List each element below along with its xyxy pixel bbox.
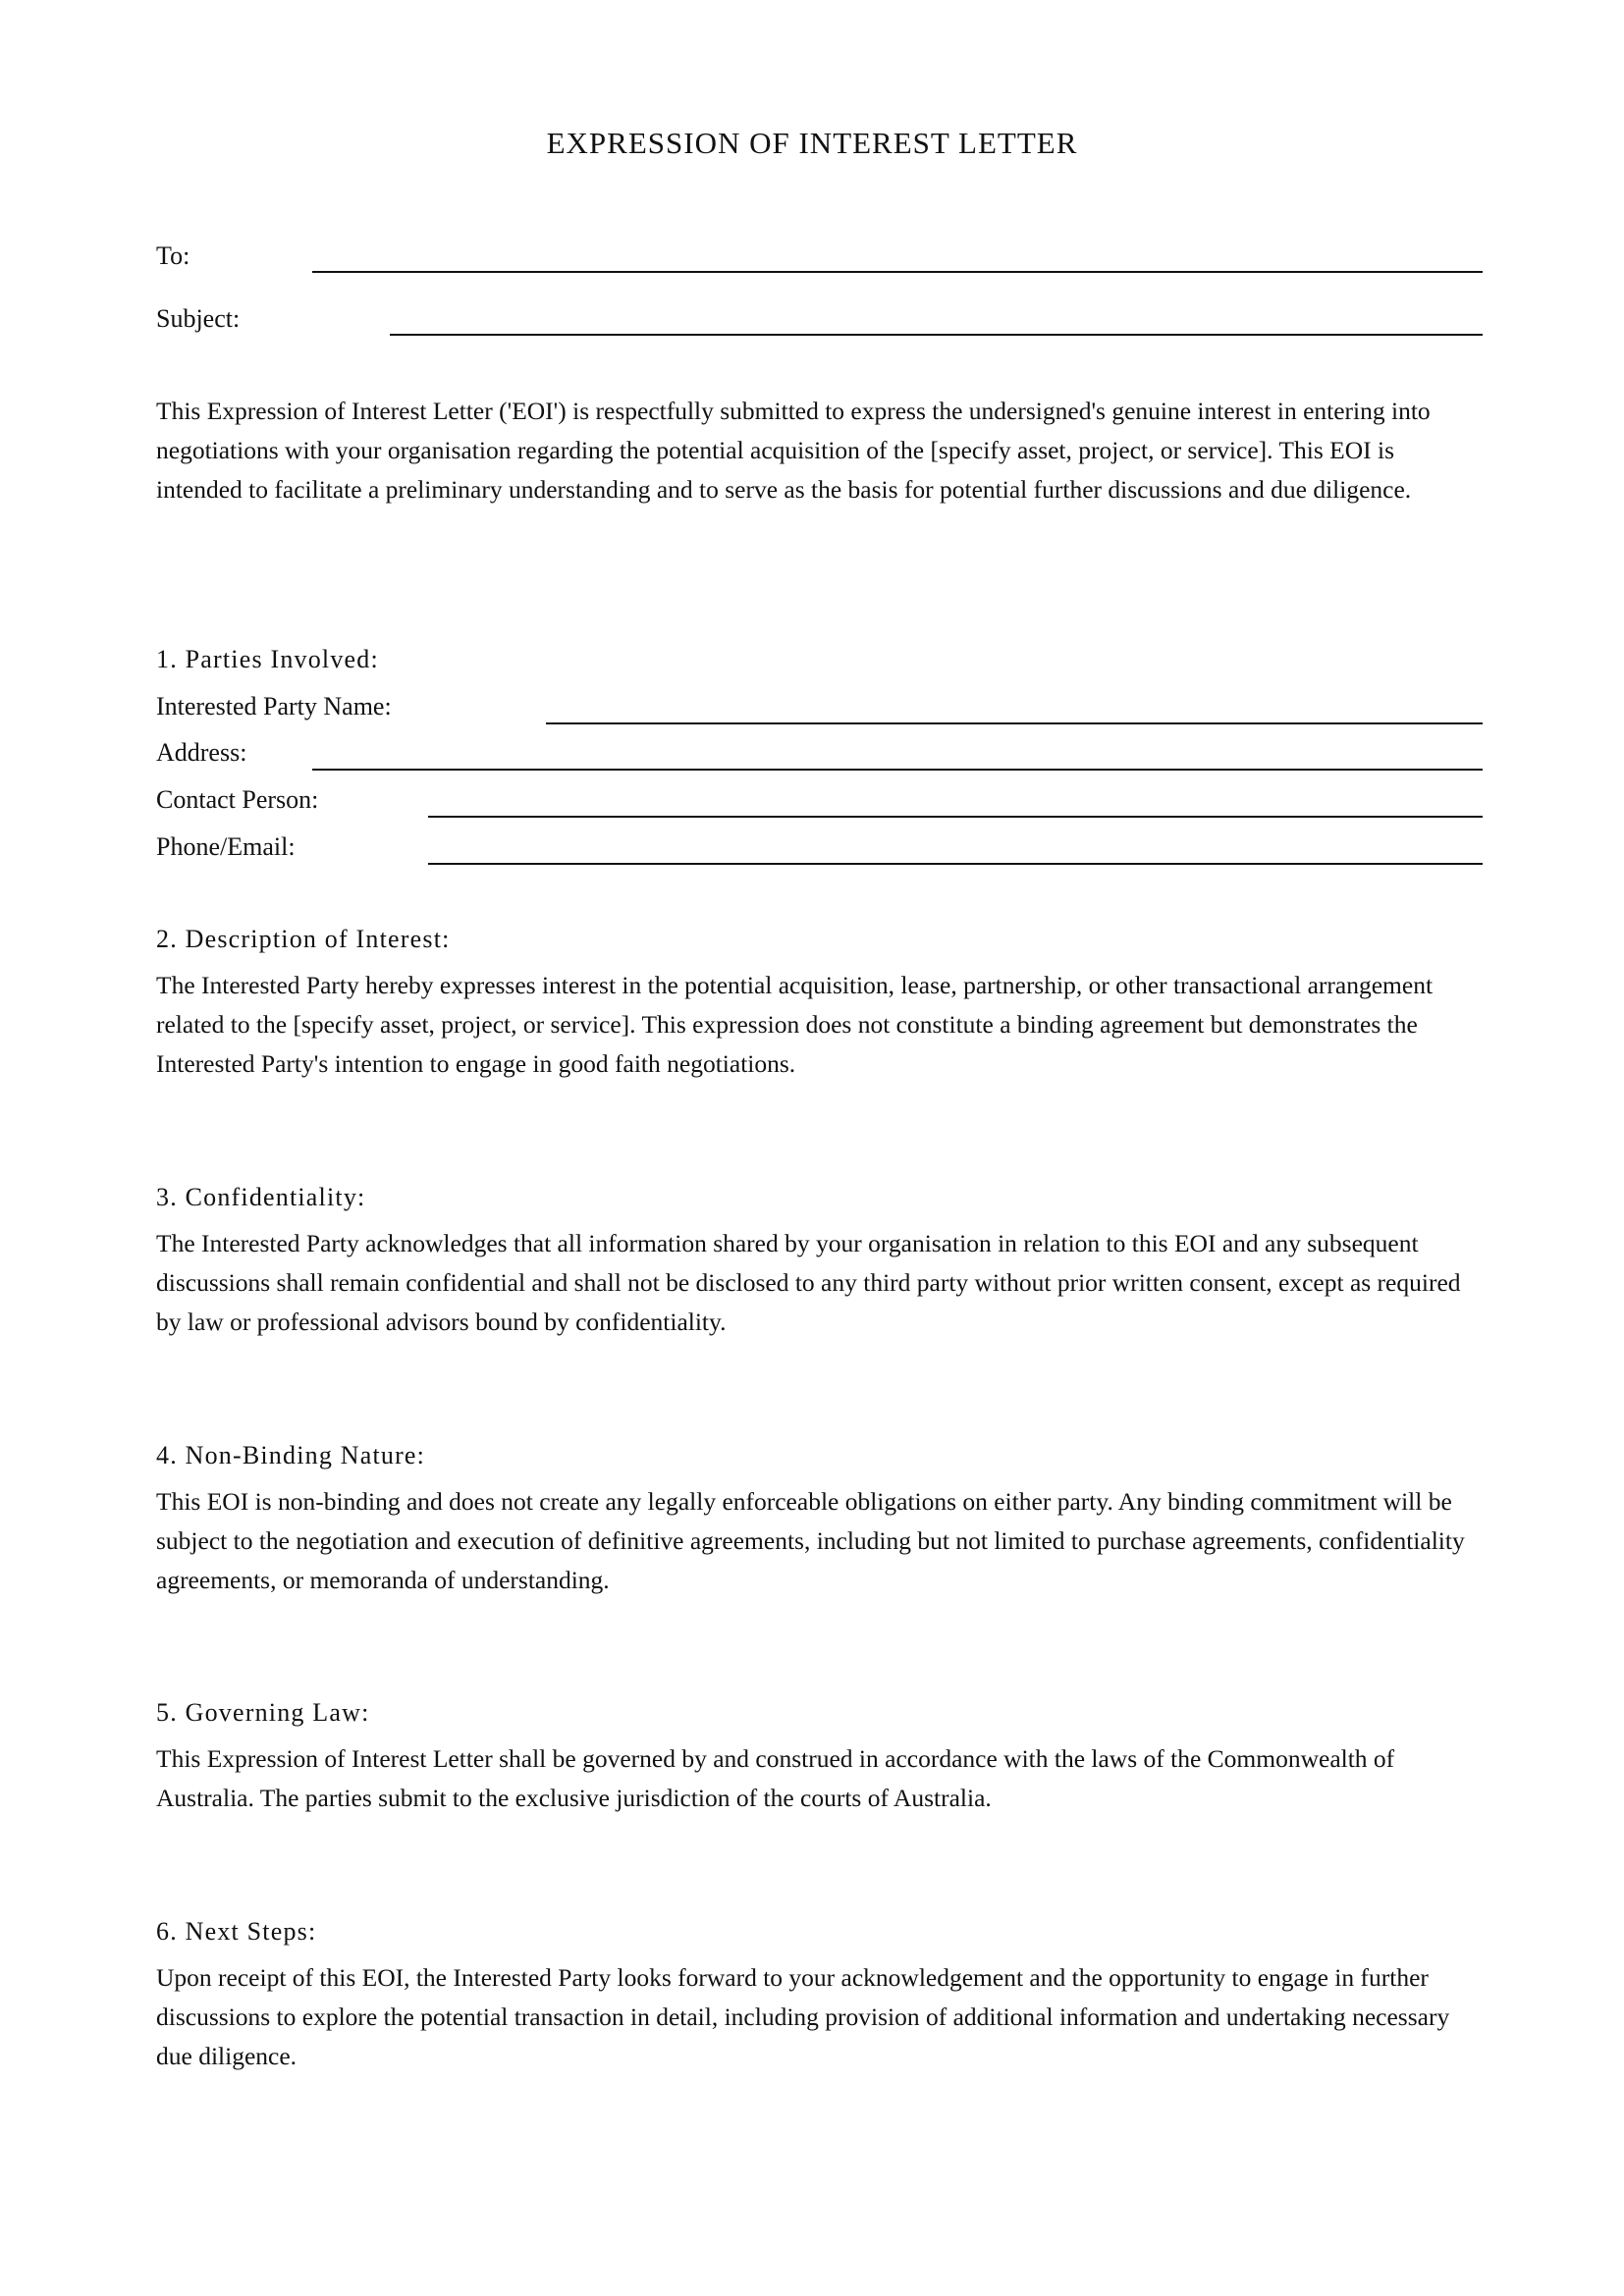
section-body-description: The Interested Party hereby expresses interest in the potential acquisition, lease, partnership, or other transactional arrangement related to the [specify asset, project, or service]. This expression does not constitute a binding agreement but demonstrates the Interested Party's intention to engage in good faith negotiations.	[156, 971, 1434, 1078]
section-body-confidentiality: The Interested Party acknowledges that all information shared by your organisation in relation to this EOI and any subsequent discussions shall remain confidential and shall not be disclosed to any third party without prior written consent, except as required by law or professional advisors bound by confidentiality.	[156, 1229, 1461, 1336]
document-title: EXPRESSION OF INTEREST LETTER	[546, 126, 1078, 160]
section-body-next-steps: Upon receipt of this EOI, the Interested Party looks forward to your acknowledgement and the opportunity to engage in further discussions to explore the potential transaction in detail, including provision of additional information and undertaking necessary due diligence.	[156, 1963, 1450, 2070]
phone-email-input-line[interactable]	[428, 863, 1483, 865]
interested-party-name-field	[156, 687, 1483, 726]
section-body-governing-law: This Expression of Interest Letter shall be governed by and construed in accordance with the laws of the Commonwealth of Australia. The parties submit to the exclusive jurisdiction of the courts of Australia.	[156, 1744, 1395, 1812]
intro-paragraph: This Expression of Interest Letter ('EOI') is respectfully submitted to express the undersigned's genuine interest in entering into negotiations with your organisation regarding the potential acquisition of the [specify asset, project, or service]. This EOI is intended to facilitate a preliminary understanding and to serve as the basis for potential further discussions and due diligence.	[156, 397, 1431, 504]
subject-label: Subject:	[156, 304, 241, 333]
subject-input-line[interactable]	[390, 334, 1483, 336]
contact-person-input-line[interactable]	[428, 816, 1483, 818]
subject-field	[156, 299, 1483, 339]
interested-party-name-label: Interested Party Name:	[156, 692, 392, 721]
address-input-line[interactable]	[312, 769, 1483, 771]
address-label: Address:	[156, 738, 247, 767]
address-field	[156, 733, 1483, 773]
interested-party-name-input-line[interactable]	[546, 722, 1483, 724]
to-input-line[interactable]	[312, 271, 1483, 273]
contact-person-label: Contact Person:	[156, 785, 319, 814]
section-heading-non-binding: 4. Non-Binding Nature:	[156, 1441, 426, 1469]
section-heading-description: 2. Description of Interest:	[156, 925, 451, 953]
contact-person-field	[156, 780, 1483, 820]
section-heading-parties: 1. Parties Involved:	[156, 645, 379, 673]
section-body-non-binding: This EOI is non-binding and does not create any legally enforceable obligations on either party. Any binding commitment will be subject to the negotiation and execution of definitive agreements, including but not limited to purchase agreements, confidentiality agreements, or memoranda of understanding.	[156, 1487, 1465, 1594]
section-heading-governing-law: 5. Governing Law:	[156, 1698, 370, 1727]
phone-email-field	[156, 828, 1483, 867]
section-heading-next-steps: 6. Next Steps:	[156, 1917, 317, 1946]
to-field	[156, 237, 1483, 276]
to-label: To:	[156, 241, 190, 270]
section-heading-confidentiality: 3. Confidentiality:	[156, 1183, 366, 1211]
phone-email-label: Phone/Email:	[156, 832, 296, 861]
